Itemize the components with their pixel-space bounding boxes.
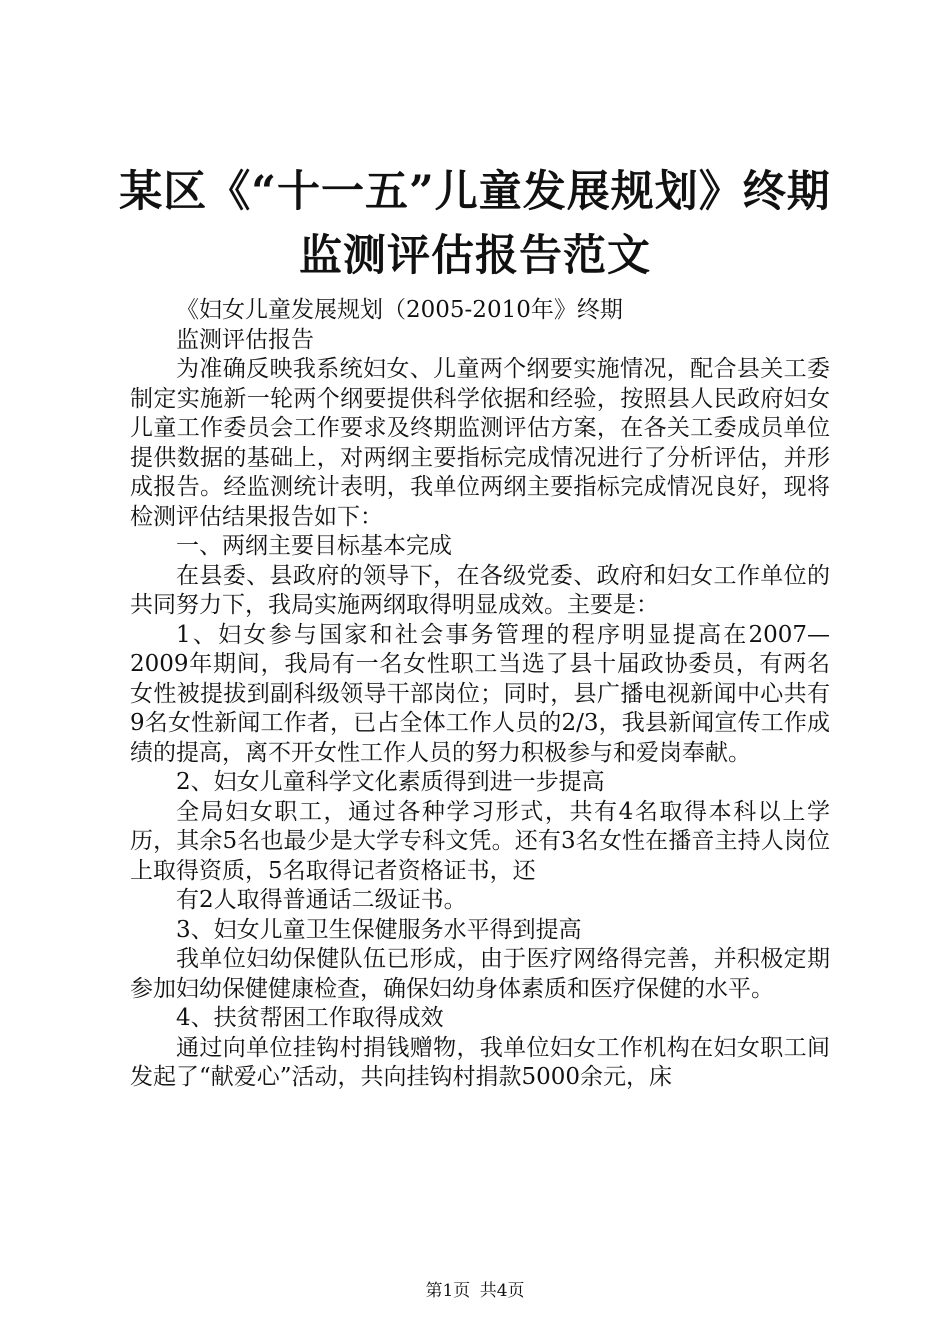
paragraph: 通过向单位挂钩村捐钱赠物，我单位妇女工作机构在妇女职工间发起了“献爱心”活动，共向挂钩村捐款5000余元，床 — [130, 1034, 830, 1090]
section-heading-3: 3、妇女儿童卫生保健服务水平得到提高 — [176, 916, 582, 943]
paragraph-intro: 为准确反映我系统妇女、儿童两个纲要实施情况，配合县关工委制定实施新一轮两个纲要提供科学依据和经验，按照县人民政府妇女儿童工作委员会工作要求及终期监测评估方案，在各关工委成员单位提供数据的基础上，对两纲主要指标完成情况进行了分析评估，并形成报告。经监测统计表明，我单位两纲主要指标完成情况良好，现将检测评估结果报告如下： — [130, 356, 830, 530]
paragraph: 全局妇女职工，通过各种学习形式，共有4名取得本科以上学历，其余5名也最少是大学专科文凭。还有3名女性在播音主持人岗位上取得资质，5名取得记者资格证书，还 — [130, 798, 830, 884]
section-heading-2: 2、妇女儿童科学文化素质得到进一步提高 — [176, 769, 605, 795]
page-footer — [0, 1280, 950, 1302]
document-title: 某区《“十一五”儿童发展规划》终期监测评估报告范文 — [119, 167, 831, 281]
paragraph: 我单位妇幼保健队伍已形成，由于医疗网络得完善，并积极定期参加妇幼保健健康检查，确保妇幼身体素质和医疗保健的水平。 — [130, 946, 830, 1002]
section-heading-4: 4、扶贫帮困工作取得成效 — [176, 1005, 444, 1031]
subtitle-line-2: 监测评估报告 — [176, 326, 314, 353]
paragraph: 在县委、县政府的领导下，在各级党委、政府和妇女工作单位的共同努力下，我局实施两纲取得明显成效。主要是： — [130, 562, 830, 618]
subtitle-line-1: 《妇女儿童发展规划（2005-2010年》终期 — [176, 297, 623, 323]
document-body — [130, 296, 830, 1093]
paragraph: 有2人取得普通话二级证书。 — [176, 887, 467, 913]
paragraph: 1、妇女参与国家和社会事务管理的程序明显提高在2007—2009年期间，我局有一名女性职工当选了县十届政协委员，有两名女性被提拔到副科级领导干部岗位；同时，县广播电视新闻中心共有9名女性新闻工作者，已占全体工作人员的2/3，我县新闻宣传工作成绩的提高，离不开女性工作人员的努力积极参与和爱岗奉献。 — [130, 621, 830, 766]
page-number: 第1页 — [425, 1281, 471, 1301]
page-total: 共4页 — [479, 1281, 525, 1301]
section-heading-1: 一、两纲主要目标基本完成 — [176, 533, 452, 559]
